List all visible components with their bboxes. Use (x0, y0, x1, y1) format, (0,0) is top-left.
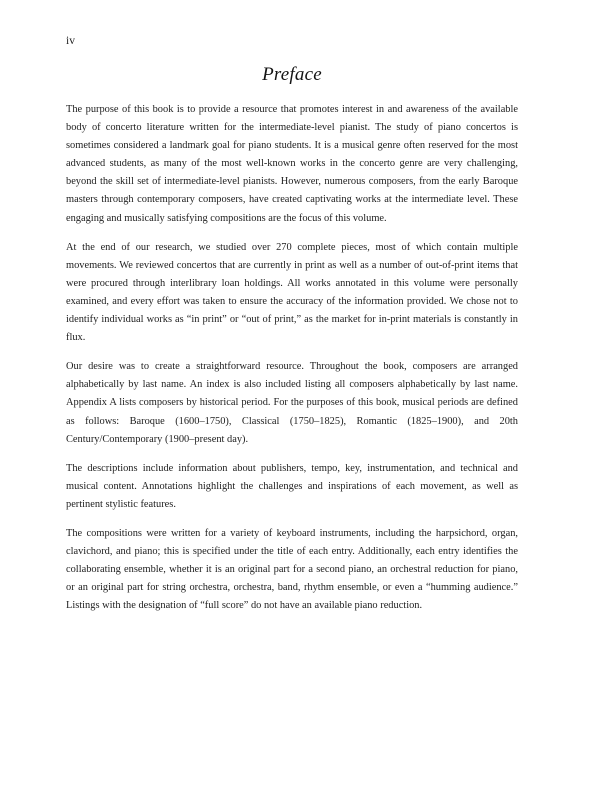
paragraph: The descriptions include information about publishers, tempo, key, instrumentation, and technical and musical content. Annotations highlight the challenges and inspirations of each movement, as well as pertinent stylistic features. (66, 462, 518, 510)
paragraph: At the end of our research, we studied over 270 complete pieces, most of which contain multiple movements. We reviewed concertos that are currently in print as well as a number of out-of-print items that were procured through interlibrary loan holdings. All works annotated in this volume were personally examined, and every effort was taken to ensure the accuracy of the information provided. We chose not to identify individual works as “in print” or “out of print,” as the market for in-print materials is constantly in flux. (66, 241, 518, 344)
preface-body (66, 101, 518, 615)
page-number: iv (66, 35, 75, 47)
paragraph: Our desire was to create a straightforward resource. Throughout the book, composers are arranged alphabetically by last name. An index is also included listing all composers alphabetically by last name. Appendix A lists composers by historical period. For the purposes of this book, musical periods are defined as follows: Baroque (1600–1750), Classical (1750–1825), Romantic (1825–1900), and 20th Century/Contemporary (1900–present day). (66, 361, 518, 445)
paragraph: The compositions were written for a variety of keyboard instruments, including the harpsichord, organ, clavichord, and piano; this is specified under the title of each entry. Additionally, each entry identifies the collaborating ensemble, whether it is an original part for a second piano, an orchestral reduction for piano, or an original part for string orchestra, orchestra, band, rhythm ensemble, or even a “humming audience.” Listings with the designation of “full score” do not have an available piano reduction. (66, 527, 518, 612)
page-title: Preface (262, 64, 322, 85)
paragraph: The purpose of this book is to provide a resource that promotes interest in and awareness of the available body of concerto literature written for the intermediate-level pianist. The study of piano concertos is sometimes considered a landmark goal for piano students. It is a musical genre often reserved for the most advanced students, as many of the most well-known works in the concerto genre are very challenging, beyond the skill set of intermediate-level pianists. However, numerous composers, from the early Baroque masters through contemporary composers, have created captivating works at the intermediate level. These engaging and musically satisfying compositions are the focus of this volume. (66, 104, 518, 224)
